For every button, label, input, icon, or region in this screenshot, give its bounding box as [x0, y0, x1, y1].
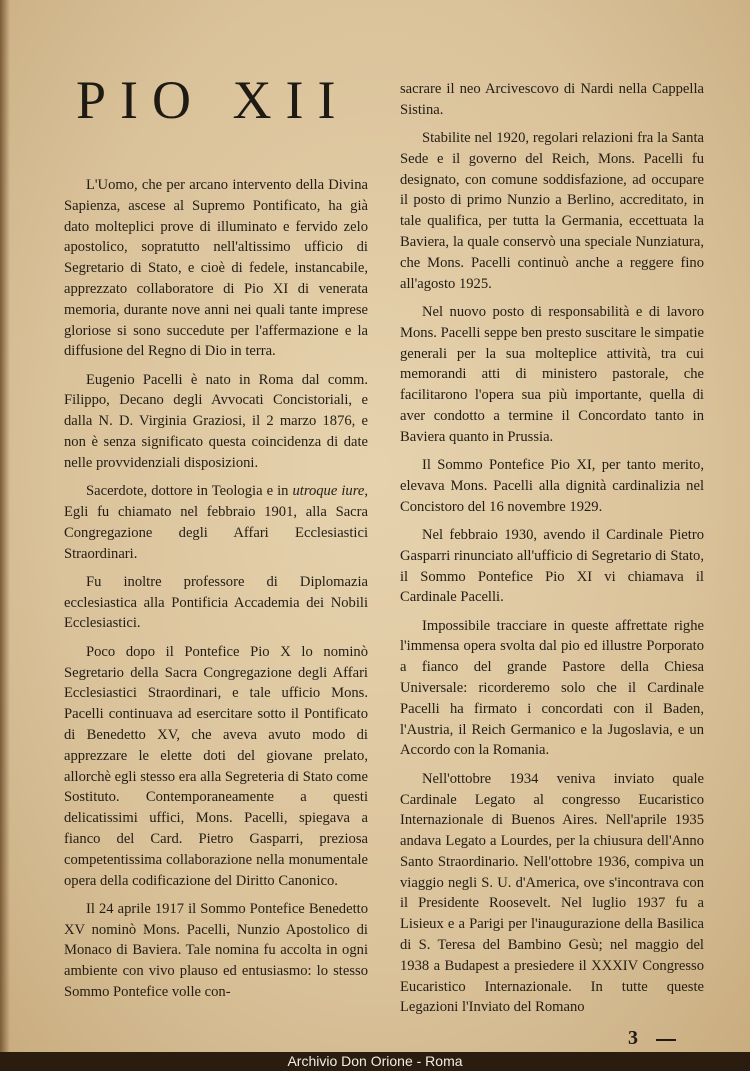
paragraph: Nel nuovo posto di responsabilità e di lavoro Mons. Pacelli seppe ben presto suscitare le simpatie generali per la sua molteplice attività, tra cui memorandi atti di ministero pastorale, che facilitarono l'opera sua più importante, quella di aver condotto a termine il Concordato tanto in Baviera quanto in Prussia.	[400, 303, 704, 445]
archive-footer: Archivio Don Orione - Roma	[0, 1052, 750, 1071]
paragraph: Fu inoltre professore di Diplomazia ecclesiastica alla Pontificia Accademia dei Nobili Ecclesiastici.	[64, 573, 368, 632]
page-number: 3	[628, 1027, 638, 1049]
left-column	[64, 175, 368, 1010]
page-binding-shadow	[0, 0, 10, 1052]
paragraph: Nel febbraio 1930, avendo il Cardinale Pietro Gasparri rinunciato all'ufficio di Segretario di Stato, il Sommo Pontefice Pio XI vi chiamava il Cardinale Pacelli.	[400, 526, 704, 606]
paragraph: Il 24 aprile 1917 il Sommo Pontefice Benedetto XV nominò Mons. Pacelli, Nunzio Apostolico di Monaco di Baviera. Tale nomina fu accolta in ogni ambiente con vivo plauso ed entusiasmo: lo stesso Sommo Pontefice volle con-	[64, 900, 368, 1000]
paragraph	[64, 481, 368, 564]
paragraph: Nell'ottobre 1934 veniva inviato quale Cardinale Legato al congresso Eucaristico Internazionale di Buenos Aires. Nell'aprile 1935 andava Legato a Lourdes, per la chiusura dell'Anno Santo Straordinario. Nell'ottobre 1936, compiva un viaggio negli S. U. d'America, ove s'incontrava con il Presidente Roosevelt. Nel luglio 1937 fu a Lisieux e a Parigi per l'inaugurazione della Basilica di S. Teresa del Bambino Gesù; nel maggio del 1938 a Budapest a presiedere il XXXIV Congresso Eucaristico Internazionale. In tutte queste Legazioni l'Inviato del Romano	[400, 770, 704, 1016]
paragraph: Impossibile tracciare in queste affrettate righe l'immensa opera svolta dal pio ed illustre Porporato a fianco del grande Pastore della Chiesa Universale: ricorderemo solo che il Cardinale Pacelli ha firmato i concordati con il Baden, l'Austria, il Reich Germanico e la Jugoslavia, e un Accordo con la Romania.	[400, 617, 704, 759]
text-run: , Egli fu chiamato nel febbraio 1901, alla Sacra Congregazione degli Affari Ecclesiastici Straordinari.	[64, 483, 368, 562]
page-number-dash	[656, 1039, 676, 1041]
text-run: Sacerdote, dottore in Teologia e in	[86, 483, 293, 500]
paragraph: Stabilite nel 1920, regolari relazioni fra la Santa Sede e il governo del Reich, Mons. Pacelli fu designato, con comune soddisfazione, ad occupare il posto di primo Nunzio a Berlino, accreditato, in tale qualifica, per tutta la Germania, eccettuata la Baviera, la quale conservò una speciale Nunziatura, che Mons. Pacelli continuò anche a reggere fino all'agosto 1925.	[400, 130, 704, 292]
page-title: PIO XII	[76, 70, 350, 130]
paragraph: Eugenio Pacelli è nato in Roma dal comm. Filippo, Decano degli Avvocati Concistoriali, e dalla N. D. Virginia Graziosi, il 2 marzo 1876, e non è senza significato questa coincidenza di date nelle provvidenziali disposizioni.	[64, 371, 368, 471]
paragraph: L'Uomo, che per arcano intervento della Divina Sapienza, ascese al Supremo Pontificato, ha già dato molteplici prove di illuminato e fervido zelo apostolico, sopratutto nell'altissimo ufficio di Segretario di Stato, e cioè di fedele, instancabile, apprezzato collaboratore di Pio XI di venerata memoria, durante nove anni nei quali tante imprese gloriose si sono succedute per l'affermazione e la diffusione del Regno di Dio in terra.	[64, 177, 368, 360]
right-column	[400, 79, 704, 1026]
paragraph: Poco dopo il Pontefice Pio X lo nominò Segretario della Sacra Congregazione degli Affari Ecclesiastici Straordinari, e tale ufficio Mons. Pacelli continuava ad esercitare sotto il Pontificato di Benedetto XV, che aveva avuto modo di apprezzare le elette doti del giovane prelato, allorchè egli stesso era alla Segreteria di Stato come Sostituto. Contemporaneamente a questi delicatissimi uffici, Mons. Pacelli, spiegava a fianco del Card. Pietro Gasparri, preziosa competentissima collaborazione nella monumentale opera della codificazione del Diritto Canonico.	[64, 643, 368, 889]
paragraph: Il Sommo Pontefice Pio XI, per tanto merito, elevava Mons. Pacelli alla dignità cardinalizia nel Concistoro del 16 novembre 1929.	[400, 457, 704, 515]
latin-phrase: utroque iure	[292, 483, 365, 500]
paragraph-continuation: sacrare il neo Arcivescovo di Nardi nella Cappella Sistina.	[400, 81, 704, 118]
